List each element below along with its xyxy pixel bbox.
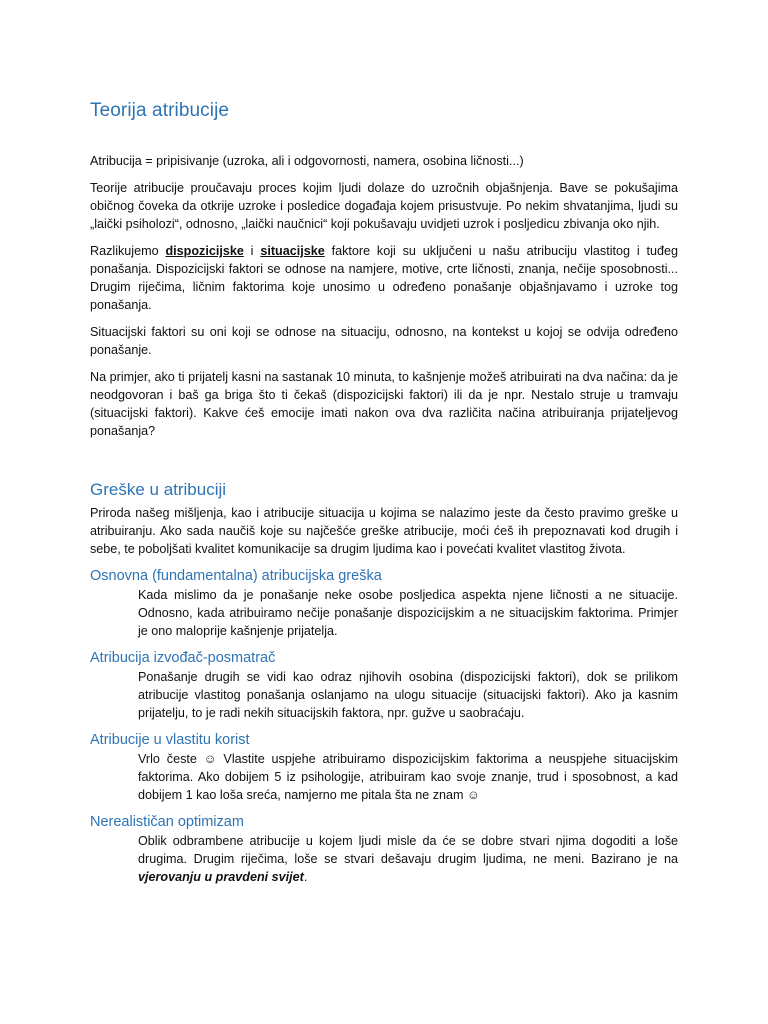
paragraph-situational: Situacijski faktori su oni koji se odnose na situaciju, odnosno, na kontekst u kojoj se odvija određeno ponašanje. [90,325,678,357]
factors-text-before: Razlikujemo [90,244,166,258]
optimism-text-italic: vjerovanju u pravdeni svijet [138,870,304,884]
doc-title: Teorija atribucije [90,100,230,121]
factors-text-after: faktore koji su uključeni u našu atribuciju vlastitog i tuđeg ponašanja. Dispozicijski faktori se odnose na namjere, motive, crte ličnosti, znanja, nečije sposobnosti... Drugim riječima, ličnim faktorima koje unosimo u određeno ponašanje objašnjavamo i uzroke tog ponašanja. [90,244,679,312]
subheading-self-serving: Atribucije u vlastitu korist [90,732,250,748]
paragraph-theories: Teorije atribucije proučavaju proces kojim ljudi dolaze do uzročnih objašnjenja. Bave se pokušajima običnog čoveka da otkrije uzroke i posledice događaja kojem prisustvuje. Po nekim shvatanjima, ljudi su „laički psiholozi“, odnosno, „laički naučnici“ koji pokušavaju uvidjeti uzrok i posljedicu zbivanja oko njih. [90,181,678,231]
paragraph-actor-observer: Ponašanje drugih se vidi kao odraz njihovih osobina (dispozicijski faktori), dok se prilikom atribucije vlastitog ponašanja oslanjamo na ulogu situacije (situacijski faktori). Ako ja kasnim prijatelju, to je radi nekih situacijskih faktora, npr. gužve u saobraćaju. [138,670,678,720]
paragraph-fundamental-error: Kada mislimo da je ponašanje neke osobe posljedica aspekta njene ličnosti a ne situacije. Odnosno, kada atribuiramo nečije ponašanje dispozicijskim a ne situacijskim faktorima. Primjer je ono maloprije kašnjenje prijatelja. [138,588,678,638]
term-dispozicijske: dispozicijske [165,244,244,258]
paragraph-example: Na primjer, ako ti prijatelj kasni na sastanak 10 minuta, to kašnjenje možeš atribuirati na dva načina: da je neodgovoran i baš ga briga što ti čekaš (dispozicijski faktori) ili da je npr. Nestalo struje u tramvaju (situacijski faktori). Kakve ćeš emocije imati nakon ova dva različita načina atribuiranja prijateljevog ponašanja? [90,370,678,438]
factors-text-mid: i [243,244,261,258]
optimism-text-before: Oblik odbrambene atribucije u kojem ljudi misle da će se dobre stvari njima dogoditi a loše drugima. Drugim riječima, loše se stvari dešavaju drugim ljudima, ne meni. Bazirano je na [138,834,678,866]
paragraph-unrealistic-optimism [90,832,678,886]
subheading-unrealistic-optimism: Nerealističan optimizam [90,814,244,830]
paragraph-self-serving: Vrlo česte ☺ Vlastite uspjehe atribuiramo dispozicijskim faktorima a neuspjehe situacijskim faktorima. Ako dobijem 5 iz psihologije, atribuiram kao svoje znanje, trud i sposobnost, a kad dobijem 1 kao loša sreća, namjerno me pitala šta ne znam ☺ [138,752,678,802]
section-heading-errors: Greške u atribuciji [90,480,227,499]
optimism-text-end: . [303,870,308,884]
paragraph-definition: Atribucija = pripisivanje (uzroka, ali i odgovornosti, namera, osobina ličnosti...) [90,154,524,168]
term-situacijske: situacijske [260,244,325,258]
subheading-fundamental-error: Osnovna (fundamentalna) atribucijska greška [90,568,382,584]
paragraph-factors [90,242,678,314]
paragraph-errors-intro: Priroda našeg mišljenja, kao i atribucije situacija u kojima se nalazimo jeste da često pravimo greške u atribuiranju. Ako sada naučiš koje su najčešće greške atribucije, moći ćeš ih prepoznavati kod drugih i sebe, te poboljšati kvalitet komunikacije sa drugim ljudima kao i povećati kvalitet vlastitog života. [90,506,678,556]
subheading-actor-observer: Atribucija izvođač-posmatrač [90,650,276,666]
